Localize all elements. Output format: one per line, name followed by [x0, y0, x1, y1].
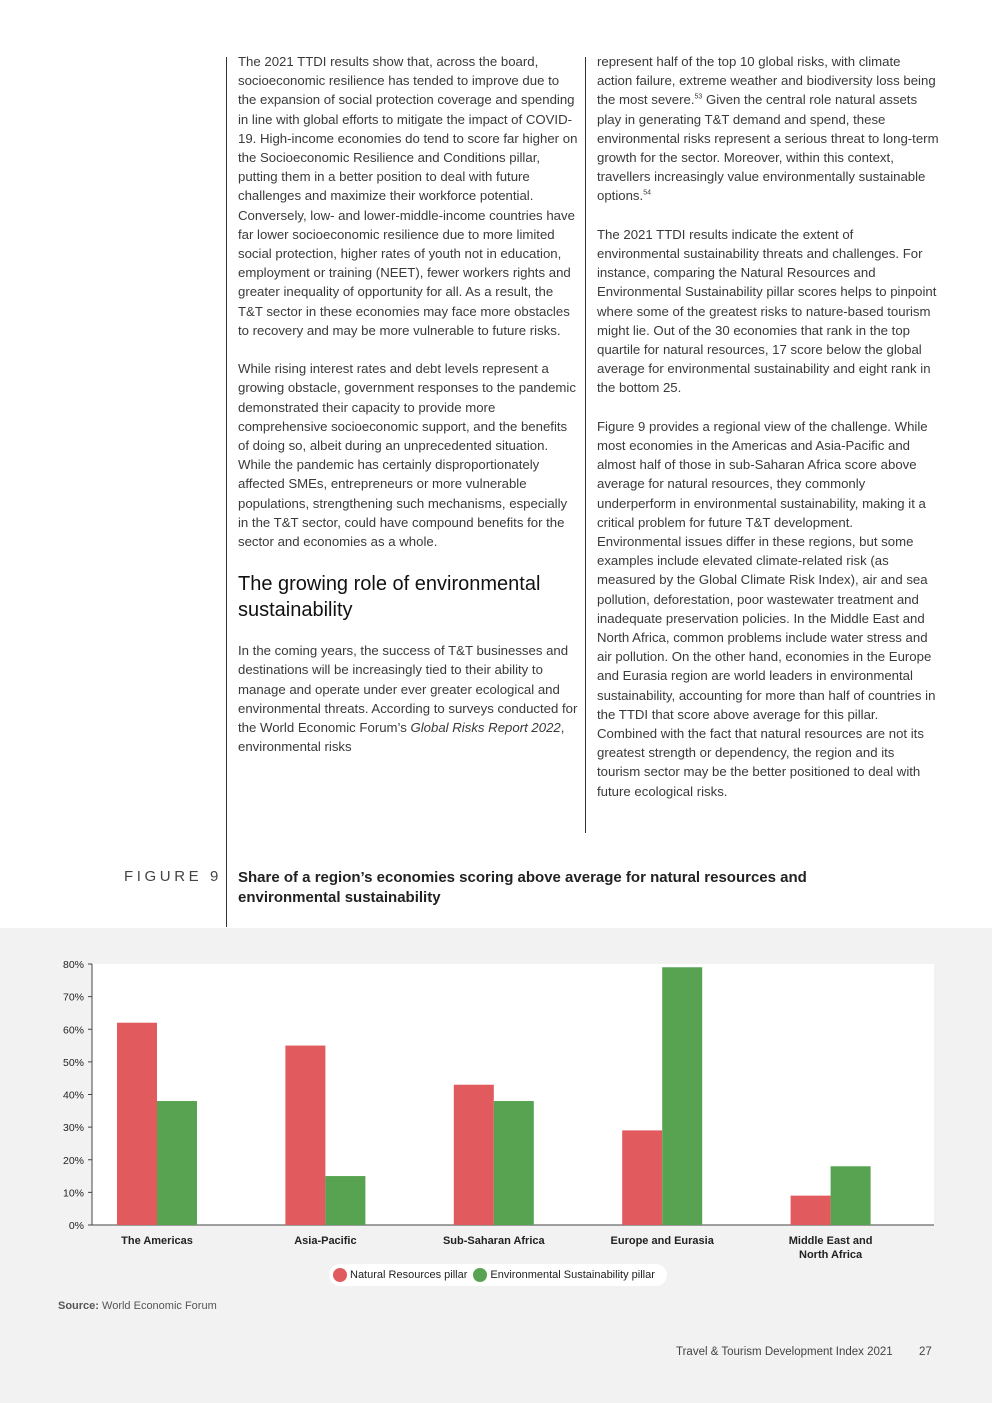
- bar-environmental-sustainability: [831, 1166, 871, 1225]
- bar-chart: [0, 928, 992, 1288]
- paragraph: In the coming years, the success of T&T businesses and destinations will be increasingly tied to their ability to manage and operate under ever greater ecological and environmental threats. According to surveys conducted for the World Economic Forum’s Global Risks Report 2022, environmental risks: [238, 643, 578, 755]
- y-tick-label: 20%: [62, 1154, 84, 1167]
- figure-title: Share of a region’s economies scoring above average for natural resources and environmental sustainability: [238, 869, 807, 906]
- x-category-label: The Americas: [121, 1235, 193, 1247]
- bar-natural-resources: [454, 1085, 494, 1225]
- x-category-label: Middle East and: [788, 1235, 873, 1247]
- column-rule-left: [226, 57, 227, 927]
- section-heading: The growing role of environmental sustainability: [238, 573, 541, 622]
- text-column-left: [238, 52, 578, 776]
- figure-label: FIGURE 9: [124, 868, 222, 885]
- paragraph: represent half of the top 10 global risks, with climate action failure, extreme weather and biodiversity loss being the most severe.$^{53}$ Given the central role natural assets play in generating T&T demand and spend, these environmental risks represent a serious threat to long-term growth for the sector. Moreover, within this context, travellers increasingly value environmentally sustainable options.$^{54}$: [597, 54, 939, 204]
- legend-label: Natural Resources pillar: [350, 1269, 468, 1281]
- chart-panel: [0, 928, 992, 1403]
- text-column-right: [597, 52, 939, 820]
- bar-natural-resources: [622, 1130, 662, 1225]
- y-tick-label: 70%: [62, 991, 84, 1004]
- x-category-label: Sub-Saharan Africa: [442, 1235, 545, 1247]
- page-number: 27: [919, 1346, 932, 1358]
- y-tick-label: 60%: [62, 1024, 84, 1037]
- footnote-ref: 54: [643, 190, 651, 198]
- legend-swatch-natural-resources: [333, 1268, 347, 1282]
- bar-natural-resources: [117, 1023, 157, 1225]
- paragraph: The 2021 TTDI results show that, across the board, socioeconomic resilience has tended to improve due to the expansion of social protection coverage and spending in line with global efforts to mitigate the impact of COVID-19. High-income economies do tend to score far higher on the Socioeconomic Resilience and Conditions pillar, putting them in a better position to deal with future challenges and maximize their workforce potential. Conversely, low- and lower-middle-income countries have far lower socioeconomic resilience due to more limited social protection, higher rates of youth not in education, employment or training (NEET), fewer workers rights and greater inequality of opportunity for all. As a result, the T&T sector in these economies may face more obstacles to recovery and may be more vulnerable to future risks.: [238, 54, 578, 338]
- paragraph: The 2021 TTDI results indicate the extent of environmental sustainability threats and challenges. For instance, comparing the Natural Resources and Environmental Sustainability pillar scores helps to pinpoint where some of the greatest risks to nature-based tourism might lie. Out of the 30 economies that rank in the top quartile for natural resources, 17 score below the global average for environmental sustainability and eight rank in the bottom 25.: [597, 226, 937, 396]
- legend-swatch-environmental-sustainability: [473, 1268, 487, 1282]
- y-tick-label: 40%: [62, 1089, 84, 1102]
- bar-environmental-sustainability: [662, 967, 702, 1225]
- bar-environmental-sustainability: [494, 1101, 534, 1225]
- y-tick-label: 0%: [68, 1220, 84, 1232]
- legend-item: [473, 1268, 654, 1282]
- y-tick-label: 80%: [62, 959, 84, 971]
- x-category-label: Europe and Eurasia: [610, 1235, 714, 1247]
- bar-natural-resources: [285, 1046, 325, 1225]
- page-footer: [676, 1346, 893, 1358]
- chart-legend: [329, 1264, 667, 1286]
- paragraph: While rising interest rates and debt levels represent a growing obstacle, government responses to the pandemic demonstrated their capacity to provide more comprehensive socioeconomic support, and the benefits of doing so, albeit during an unprecedented situation. While the pandemic has certainly disproportionately affected SMEs, entrepreneurs or more vulnerable populations, strengthening such mechanisms, especially in the T&T sector, could have compound benefits for the sector and economies as a whole.: [238, 361, 576, 550]
- bar-natural-resources: [791, 1196, 831, 1225]
- bar-environmental-sustainability: [325, 1176, 365, 1225]
- x-category-label: North Africa: [799, 1249, 863, 1261]
- column-rule-middle: [585, 57, 586, 833]
- footnote-ref: 53: [694, 94, 703, 102]
- bar-environmental-sustainability: [157, 1101, 197, 1225]
- y-tick-label: 10%: [62, 1187, 84, 1200]
- legend-item: [333, 1268, 467, 1282]
- figure-source: Source: World Economic Forum: [58, 1300, 217, 1312]
- y-tick-label: 50%: [62, 1056, 84, 1069]
- x-category-label: Asia-Pacific: [294, 1235, 357, 1247]
- footer-title: Travel & Tourism Development Index 2021: [676, 1346, 893, 1358]
- y-tick-label: 30%: [62, 1122, 84, 1135]
- paragraph: Figure 9 provides a regional view of the challenge. While most economies in the Americas and Asia-Pacific and almost half of those in sub-Saharan Africa score above average for natural resources, they commonly underperform in environmental sustainability, making it a critical problem for future T&T development. Environmental issues differ in these regions, but some examples include elevated climate-related risk (as measured by the Global Climate Risk Index), air and sea pollution, deforestation, poor wastewater treatment and inadequate preservation policies. In the Middle East and North Africa, common problems include water stress and air pollution. On the other hand, economies in the Europe and Eurasia region are world leaders in environmental sustainability, accounting for more than half of countries in the TTDI that score above average for this pillar. Combined with the fact that natural resources are not its greatest strength or dependency, the region and its tourism sector may be the better positioned to deal with future ecological risks.: [597, 418, 936, 799]
- legend-label: Environmental Sustainability pillar: [490, 1269, 655, 1281]
